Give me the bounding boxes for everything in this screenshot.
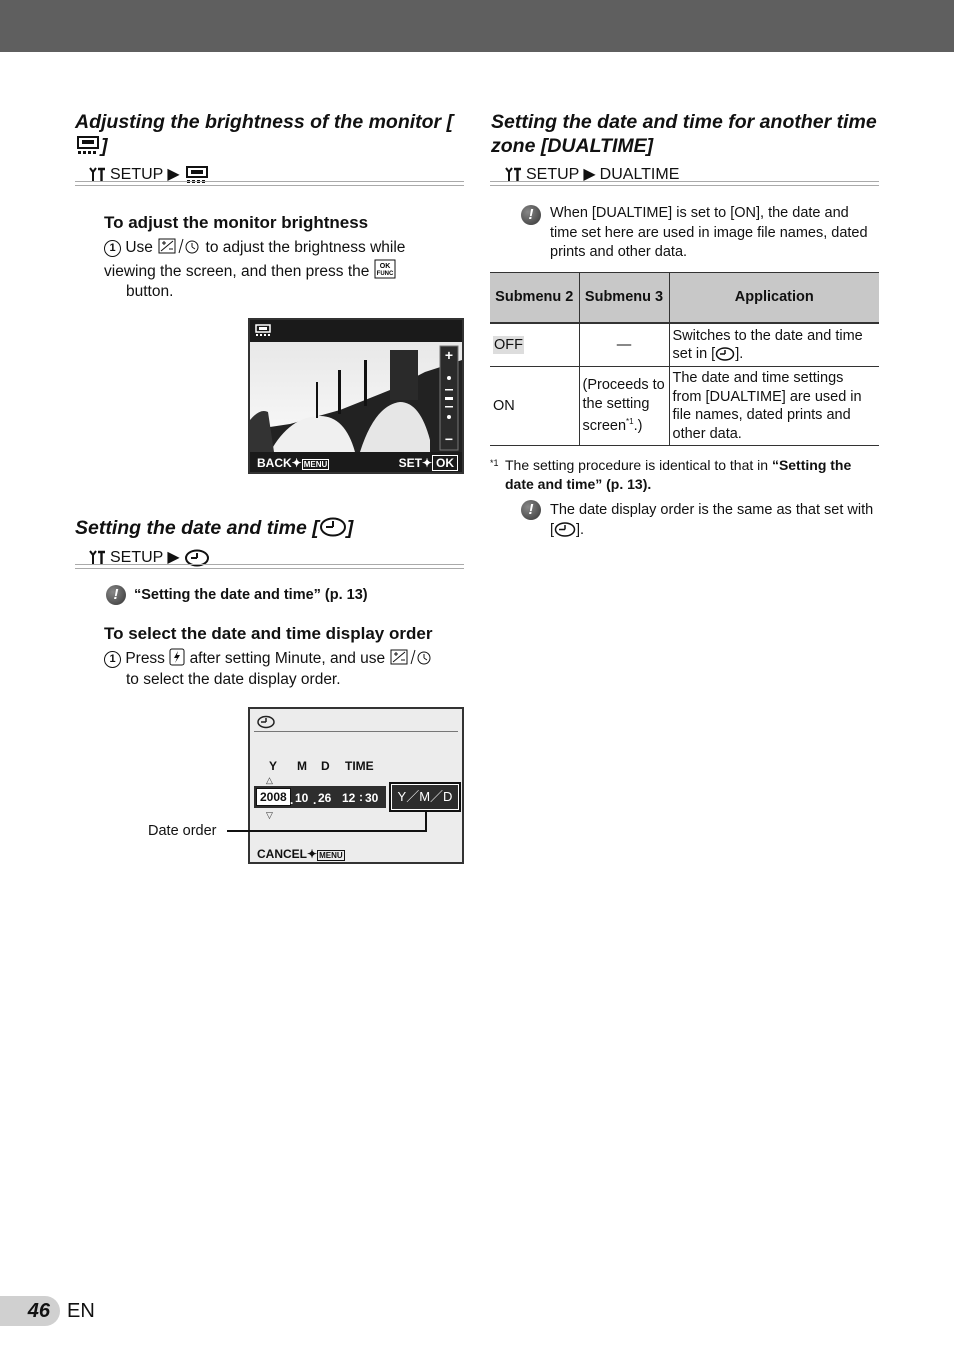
dualtime-note: When [DUALTIME] is set to [ON], the date and time set here are used in image file names, dated prints and other data. — [550, 205, 868, 260]
date-order-note: The date display order is the same as that set with [ ]. — [550, 502, 874, 538]
step-text: Use — [125, 239, 153, 256]
cancel-label: CANCEL✦ MENU — [257, 847, 343, 861]
brightness-section-title — [75, 110, 465, 158]
datetime-title-end: ] — [346, 517, 354, 539]
step-number: 1 — [104, 240, 121, 257]
callout-line — [425, 811, 427, 832]
col-y: Y — [269, 759, 278, 773]
bridge-photo — [250, 320, 462, 472]
table-cell: ON — [490, 367, 579, 446]
month-field: 10 — [295, 791, 309, 805]
date-order-field: Y／M／D — [392, 785, 458, 809]
menu-button-icon: MENU — [319, 851, 343, 860]
divider — [490, 181, 879, 186]
dualtime-table-wrap — [490, 272, 879, 446]
table-cell: (Proceeds to the setting screen$^{*1}$.) — [579, 367, 669, 446]
clock-icon — [319, 517, 347, 537]
caution-icon: ! — [521, 500, 541, 520]
path-dualtime-label: DUALTIME — [599, 166, 680, 183]
ok-button-icon: OK — [432, 455, 458, 471]
svg-text:FUNC: FUNC — [376, 270, 394, 277]
up-arrow-icon: △ — [266, 775, 273, 785]
step-text: button. — [126, 283, 174, 300]
hour-field: 12 — [342, 791, 356, 805]
exposure-selftimer-buttons-icon — [389, 648, 433, 666]
col-time: TIME — [345, 759, 374, 773]
table-cell: The date and time settings from [DUALTIME] are used in file names, dated prints and other data. — [669, 367, 879, 446]
path-setup-label: SETUP — [110, 166, 164, 183]
brightness-step — [104, 237, 454, 303]
brightness-subhead: To adjust the monitor brightness — [104, 213, 369, 232]
caution-icon: ! — [106, 585, 126, 605]
path-arrow-icon: ▶ — [583, 166, 596, 183]
step-text: after setting Minute, and use — [189, 650, 386, 667]
svg-text:OK: OK — [379, 262, 390, 270]
datetime-reference-note: “Setting the date and time” (p. 13) — [134, 587, 368, 603]
table-row — [490, 323, 879, 367]
menu-button-icon: MENU — [303, 460, 328, 469]
svg-text:−: − — [444, 431, 454, 447]
svg-text:+: + — [444, 347, 454, 363]
separator: . — [313, 793, 317, 807]
day-field: 26 — [318, 791, 332, 805]
language-label: EN — [67, 1300, 95, 1322]
dualtime-table — [490, 272, 879, 446]
step-number: 1 — [104, 651, 121, 668]
separator: . — [290, 793, 294, 807]
set-label: SET✦ OK — [399, 456, 458, 470]
col-d: D — [321, 759, 330, 773]
divider — [75, 564, 464, 569]
brightness-screen — [248, 318, 464, 474]
monitor-brightness-icon — [75, 135, 101, 155]
step-text: to select the date display order. — [126, 670, 341, 688]
date-order-callout: Date order — [148, 823, 217, 839]
path-setup-label: SETUP — [110, 549, 164, 566]
down-arrow-icon: ▽ — [266, 810, 273, 820]
table-header-row — [490, 273, 879, 324]
page-number: 46 — [0, 1296, 60, 1326]
step-text: Press — [125, 650, 165, 667]
clock-icon — [715, 347, 735, 361]
table-row — [490, 367, 879, 446]
divider — [75, 181, 464, 186]
footnote-text: The setting procedure is identical to that in “Setting the date and time” (p. 13). — [505, 457, 852, 492]
table-header: Application — [669, 273, 879, 324]
table-header: Submenu 2 — [490, 273, 579, 324]
path-setup-label: SETUP — [526, 166, 580, 183]
year-field: 2008 — [256, 788, 291, 806]
table-cell: — — [579, 323, 669, 367]
caution-icon: ! — [521, 205, 541, 225]
col-m: M — [297, 759, 307, 773]
datetime-title-text: Setting the date and time [ — [75, 517, 319, 539]
dualtime-section-title — [491, 110, 881, 158]
path-arrow-icon: ▶ — [167, 549, 180, 566]
brightness-title-text: Adjusting the brightness of the monitor [ — [75, 111, 454, 133]
order-subhead: To select the date and time display order — [104, 624, 433, 643]
separator: : — [359, 790, 363, 804]
step-text: to adjust the brightness while viewing the screen, and then press the — [104, 239, 406, 280]
clock-icon — [256, 715, 276, 729]
header-bar — [0, 0, 954, 52]
datetime-section-title — [75, 516, 465, 540]
table-cell — [490, 323, 579, 367]
back-label: BACK✦ MENU — [257, 456, 328, 470]
callout-line — [227, 830, 427, 832]
brightness-title-end: ] — [101, 135, 108, 157]
ok-func-button-icon — [374, 259, 396, 279]
order-step — [104, 648, 464, 690]
path-arrow-icon: ▶ — [167, 166, 180, 183]
exposure-selftimer-buttons-icon — [157, 237, 201, 255]
table-cell: Switches to the date and time set in [ ]. — [669, 323, 879, 367]
off-option: OFF — [494, 336, 523, 353]
flash-button-icon — [169, 648, 185, 666]
date-order-screen — [248, 707, 464, 864]
table-header: Submenu 3 — [579, 273, 669, 324]
footnote-mark: *1 — [490, 458, 499, 468]
screen-divider — [254, 731, 458, 732]
clock-icon — [554, 522, 576, 537]
dualtime-title-text: Setting the date and time for another time zone [DUALTIME] — [491, 111, 877, 157]
minute-field: 30 — [365, 791, 379, 805]
